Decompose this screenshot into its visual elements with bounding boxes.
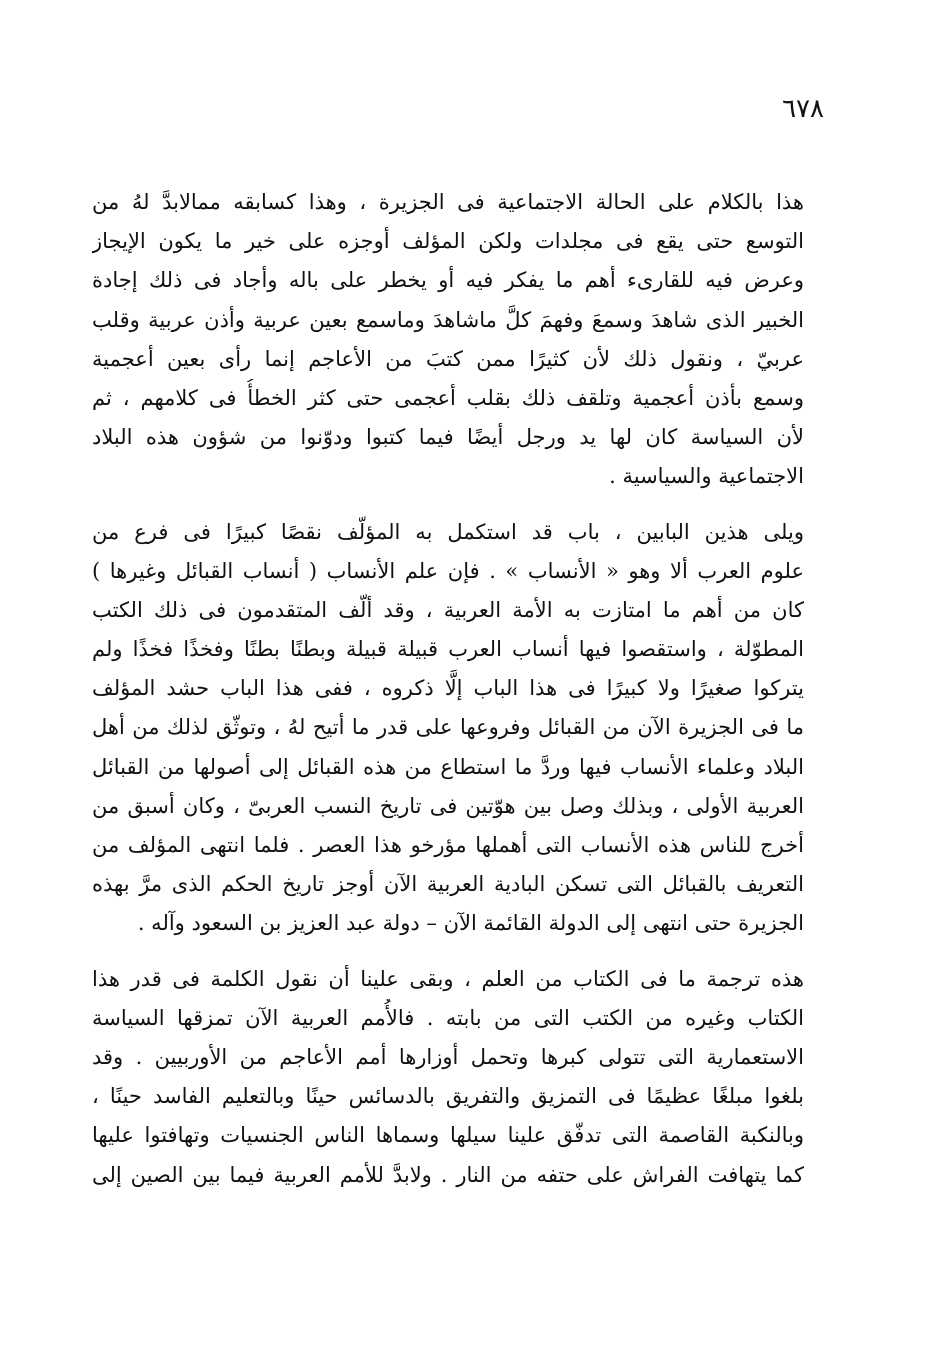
text-line: لأن السياسة كان لها يد ورجل أيضًا فيما كتبوا ودوّنوا من شؤون هذه البلاد: [92, 425, 804, 450]
text-line: المطوّلة ، واستقصوا فيها أنساب العرب قبيلة قبيلة وبطنًا بطنًا وفخذًا فخذًا ولم: [92, 637, 804, 662]
text-line: عربيّ ، ونقول ذلك لأن كثيرًا ممن كتبَ من الأعاجم إنما رأى بعين أعجمية: [92, 346, 804, 371]
text-line: العربية الأولى ، وبذلك وصل بين هوّتين فى تاريخ النسب العربىّ ، وكان أسبق من: [92, 793, 804, 818]
text-line: بلغوا مبلغًا عظيمًا فى التمزيق والتفريق بالدسائس حينًا وبالتعليم الفاسد حينًا ،: [92, 1084, 804, 1109]
text-line: هذه ترجمة ما فى الكتاب من العلم ، وبقى علينا أن نقول الكلمة فى قدر هذا: [92, 966, 804, 991]
text-line: ويلى هذين البابين ، باب قد استكمل به المؤلّف نقصًا كبيرًا فى فرع من: [92, 519, 804, 544]
text-line: البلاد وعلماء الأنساب فيها وردَّ ما استطاع من هذه القبائل إلى أصولها من القبائل: [92, 754, 804, 779]
text-line: كان من أهم ما امتازت به الأمة العربية ، وقد ألّف المتقدمون فى ذلك الكتب: [92, 597, 804, 622]
text-line: الاجتماعية والسياسية .: [609, 464, 804, 489]
text-line: يتركوا صغيرًا ولا كبيرًا فى هذا الباب إلَّا ذكروه ، ففى هذا الباب حشد المؤلف: [92, 676, 804, 701]
text-line: الجزيرة حتى انتهى إلى الدولة القائمة الآن – دولة عبد العزيز بن السعود وآله .: [137, 911, 804, 936]
text-line: هذا بالكلام على الحالة الاجتماعية فى الجزيرة ، وهذا كسابقه ممالابدَّ لهُ من: [92, 190, 804, 214]
text-line: وسمع بأذن أعجمية وتلقف ذلك بقلب أعجمى حتى كثر الخطأُ فى كلامهم ، ثم: [92, 385, 804, 410]
page-number: ٦٧٨: [782, 94, 824, 124]
text-line: الكتاب وغيره من الكتب التى من بابته . فالأُمم العربية الآن تمزقها السياسة: [92, 1005, 804, 1030]
paragraph-gap: [92, 944, 804, 960]
paragraph-gap: [92, 497, 804, 513]
body-text: [92, 183, 804, 1195]
text-line: الاستعمارية التى تتولى كبرها وتحمل أوزارها أمم الأعاجم من الأوربيين . وقد: [92, 1044, 804, 1069]
text-line: أخرج للناس هذه الأنساب التى أهملها مؤرخو هذا العصر . فلما انتهى المؤلف من: [92, 833, 804, 857]
paragraph: [92, 513, 804, 944]
text-line: علوم العرب ألا وهو « الأنساب » . فإن علم الأنساب ( أنساب القبائل وغيرها ): [92, 558, 804, 583]
text-line: ما فى الجزيرة الآن من القبائل وفروعها على قدر ما أتيح لهُ ، وتوثّق لذلك من أهل: [92, 715, 804, 740]
text-line: الخبير الذى شاهدَ وسمعَ وفهمَ كلَّ ماشاهدَ وماسمع بعين عربية وأذن عربية وقلب: [92, 307, 804, 332]
text-line: التوسع حتى يقع فى مجلدات ولكن المؤلف أوجزه على خير ما يكون الإيجاز: [92, 229, 804, 254]
text-line: كما يتهافت الفراش على حتفه من النار . ولابدَّ للأمم العربية فيما بين الصين إلى: [92, 1162, 804, 1187]
paragraph: [92, 183, 804, 497]
text-line: التعريف بالقبائل التى تسكن البادية العربية الآن أوجز تاريخ الحكم الذى مرَّ بهذه: [92, 872, 804, 897]
paragraph: [92, 960, 804, 1195]
text-line: وبالنكبة القاصمة التى تدفّق علينا سيلها وسماها الناس الجنسيات وتهافتوا عليها: [92, 1123, 804, 1148]
text-line: وعرض فيه للقارىء أهم ما يفكر فيه أو يخطر على باله وأجاد فى ذلك إجادة: [92, 268, 804, 293]
